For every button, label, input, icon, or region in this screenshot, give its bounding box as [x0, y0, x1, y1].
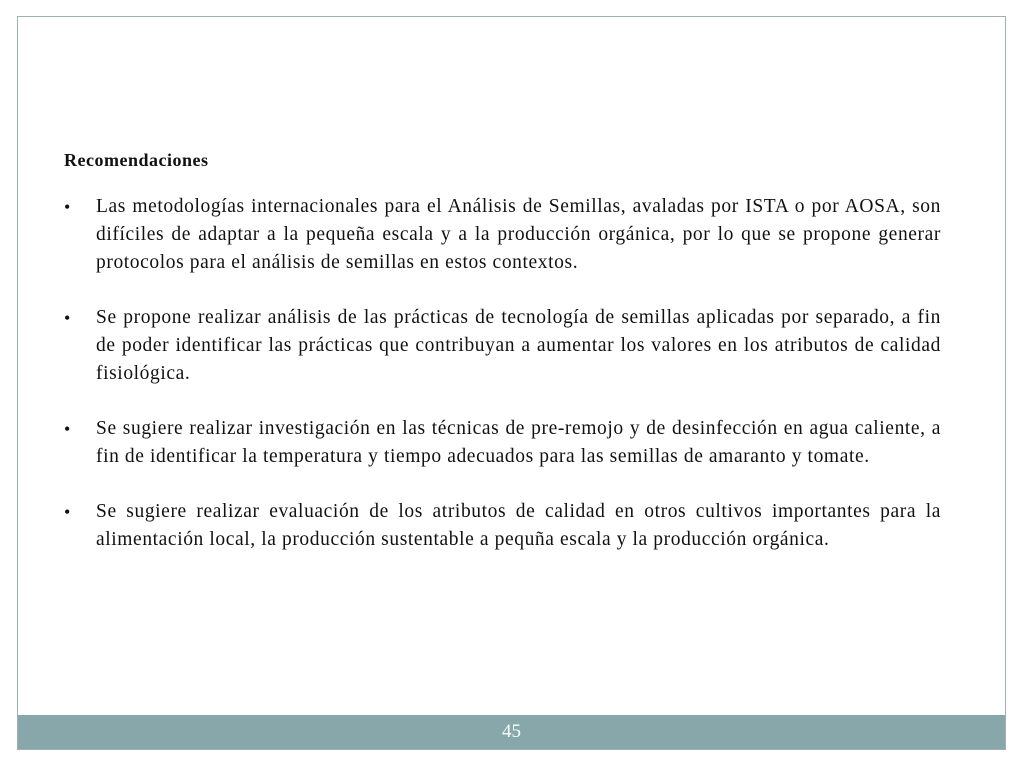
slide-content [64, 150, 941, 581]
list-item-text: Las metodologías internacionales para el Análisis de Semillas, avaladas por ISTA o por AOSA, son difíciles de adaptar a la pequeña escala y a la producción orgánica, por lo que se propone generar protocolos para el análisis de semillas en estos contextos. [96, 196, 941, 273]
bullet-icon: • [64, 308, 71, 328]
list-item [64, 304, 941, 388]
footer-bar [18, 715, 1005, 749]
list-item-text: Se sugiere realizar investigación en las técnicas de pre-remojo y de desinfección en agua caliente, a fin de identificar la temperatura y tiempo adecuados para las semillas de amaranto y tomate. [96, 418, 941, 467]
slide [17, 16, 1006, 750]
bullet-icon: • [64, 197, 71, 217]
bullet-icon: • [64, 419, 71, 439]
list-item-text: Se propone realizar análisis de las prácticas de tecnología de semillas aplicadas por separado, a fin de poder identificar las prácticas que contribuyan a aumentar los valores en los atributos de calidad fisiológica. [96, 307, 941, 384]
list-item-text: Se sugiere realizar evaluación de los atributos de calidad en otros cultivos importantes para la alimentación local, la producción sustentable a pequña escala y la producción orgánica. [96, 501, 941, 550]
list-item [64, 415, 941, 471]
recommendations-list [64, 193, 941, 554]
list-item [64, 193, 941, 277]
page-number: 45 [502, 721, 521, 742]
list-item [64, 498, 941, 554]
bullet-icon: • [64, 502, 71, 522]
slide-heading: Recomendaciones [64, 150, 209, 170]
